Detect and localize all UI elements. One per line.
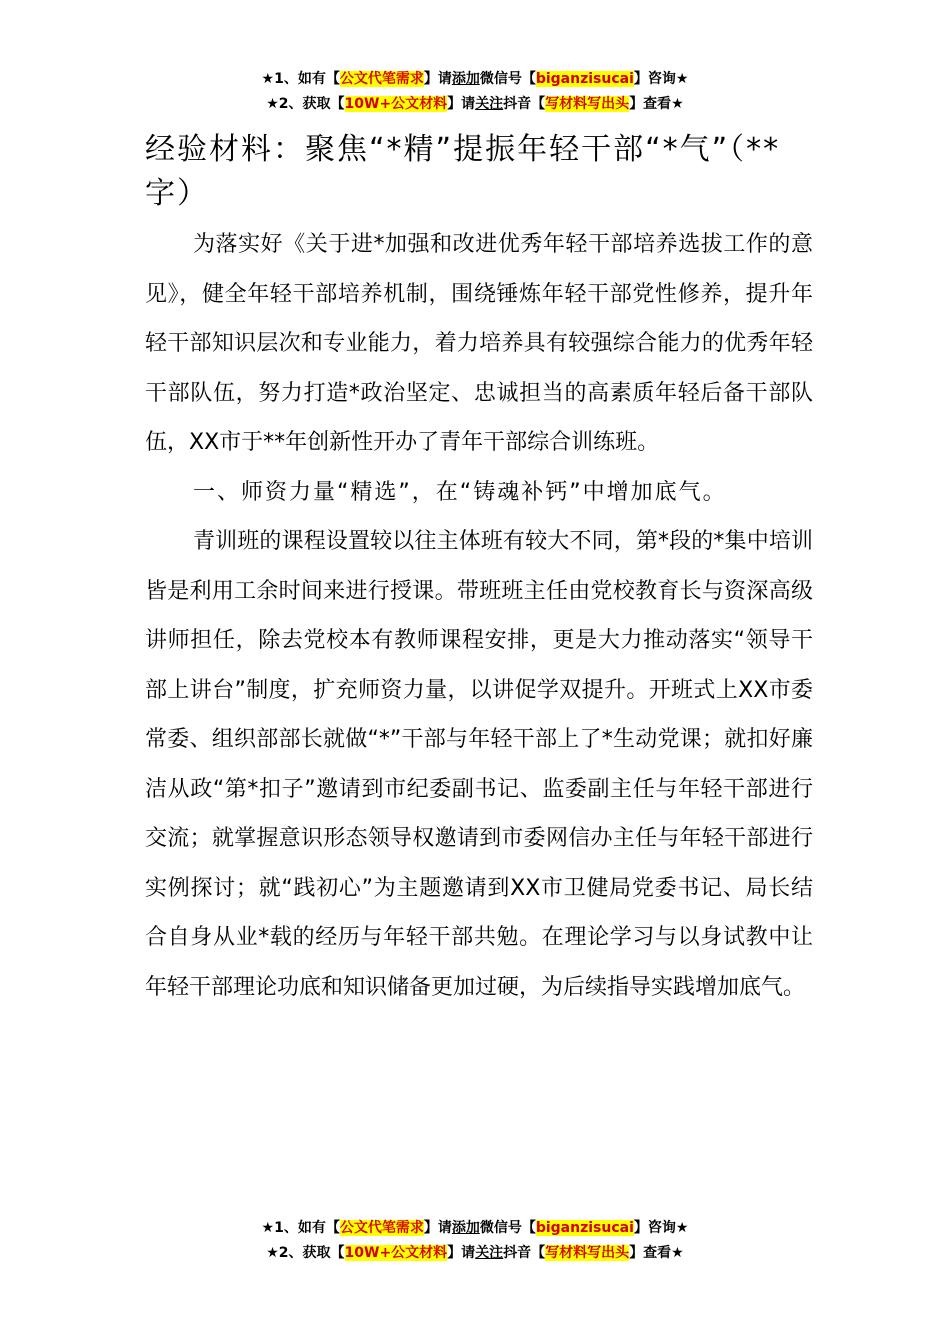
banner-text: 微信号【 xyxy=(479,71,536,87)
banner-text: ★1、如有【 xyxy=(261,1220,340,1236)
banner-text: ★2、获取【 xyxy=(266,96,345,112)
header-banner-line-1 xyxy=(0,68,950,90)
banner-highlight: 10W+公文材料 xyxy=(344,1245,448,1261)
banner-underlined-text: 关注 xyxy=(475,96,504,112)
banner-text: 】请 xyxy=(447,96,476,112)
banner-text: 】请 xyxy=(447,1245,476,1261)
paragraph-section-1: 青训班的课程设置较以往主体班有较大不同，第*段的*集中培训皆是利用工余时间来进行授课。带班班主任由党校教育长与资深高级讲师担任，除去党校本有教师课程安排，更是大力推动落实“领导干部上讲台”制度，扩充师资力量，以讲促学双提升。开班式上XX市委常委、组织部部长就做“*”干部与年轻干部上了*生动党课；就扣好廉洁从政“第*扣子”邀请到市纪委副书记、监委副主任与年轻干部进行交流；就掌握意识形态领导权邀请到市委网信办主任与年轻干部进行实例探讨；就“践初心”为主题邀请到XX市卫健局党委书记、局长结合自身从业*载的经历与年轻干部共勉。在理论学习与以身试教中让年轻干部理论功底和知识储备更加过硬，为后续指导实践增加底气。 xyxy=(145,529,813,1000)
banner-text: 】请 xyxy=(423,71,452,87)
banner-text: 】查看★ xyxy=(629,96,684,112)
banner-text: 】咨询★ xyxy=(633,71,689,87)
banner-underlined-text: 添加 xyxy=(451,71,480,87)
banner-text: 微信号【 xyxy=(479,1220,536,1236)
banner-highlight-douyin-id: 写材料写出头 xyxy=(545,96,630,112)
banner-text: ★1、如有【 xyxy=(261,71,340,87)
banner-text: 】查看★ xyxy=(629,1245,684,1261)
banner-text: 抖音【 xyxy=(503,96,546,112)
banner-underlined-text: 添加 xyxy=(451,1220,480,1236)
banner-text: ★2、获取【 xyxy=(266,1245,345,1261)
banner-highlight-douyin-id: 写材料写出头 xyxy=(545,1245,630,1261)
paragraph-intro: 为落实好《关于进*加强和改进优秀年轻干部培养选拔工作的意见》，健全年轻干部培养机制，围绕锤炼年轻干部党性修养，提升年轻干部知识层次和专业能力，着力培养具有较强综合能力的优秀年轻干部队伍，努力打造*政治坚定、忠诚担当的高素质年轻后备干部队伍，XX市于**年创新性开办了青年干部综合训练班。 xyxy=(145,232,813,455)
document-body xyxy=(145,220,813,1012)
header-banner-line-2 xyxy=(0,93,950,115)
banner-text: 】咨询★ xyxy=(633,1220,689,1236)
banner-highlight: 公文代笔需求 xyxy=(339,71,424,87)
banner-highlight-wechat-id: biganzisucai xyxy=(535,71,634,87)
banner-highlight: 公文代笔需求 xyxy=(339,1220,424,1236)
banner-highlight: 10W+公文材料 xyxy=(344,96,448,112)
footer-banner-line-2 xyxy=(0,1242,950,1264)
page-title: 经验材料：聚焦“*精”提振年轻干部“*气”（**字） xyxy=(145,132,781,211)
footer-banner-line-1 xyxy=(0,1217,950,1239)
banner-underlined-text: 关注 xyxy=(475,1245,504,1261)
banner-text: 】请 xyxy=(423,1220,452,1236)
banner-highlight-wechat-id: biganzisucai xyxy=(535,1220,634,1236)
section-heading-1: 一、师资力量“精选”，在“铸魂补钙”中增加底气。 xyxy=(193,479,727,505)
banner-text: 抖音【 xyxy=(503,1245,546,1261)
